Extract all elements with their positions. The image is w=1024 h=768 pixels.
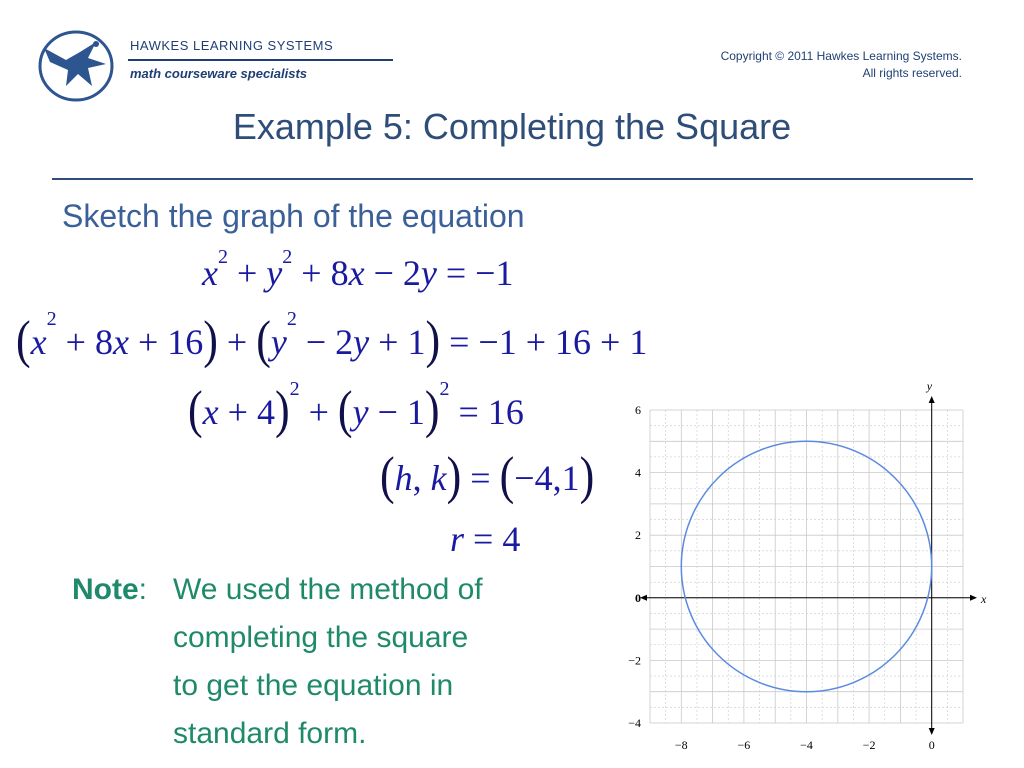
equation-grouped: $(x^2 + 8x + 16) + (y^2 - 2y + 1) = -1 + 16 + 1$: [16, 308, 648, 369]
eq-term: y: [420, 253, 437, 293]
x-axis-arrow-left: [640, 595, 647, 601]
eq-term: x: [348, 253, 365, 293]
note-heading: Note: [72, 573, 139, 606]
eq-term: − 1: [368, 392, 425, 432]
x-tick-label: −2: [862, 738, 876, 752]
eq-term: x: [202, 253, 218, 293]
y-tick-label: 0: [635, 590, 641, 605]
eq-term: +: [299, 392, 338, 432]
note-body: [173, 566, 573, 758]
brand-name: HAWKES LEARNING SYSTEMS: [130, 38, 334, 53]
graph-grid: [650, 410, 963, 723]
eq-term: x: [112, 322, 129, 362]
x-tick-label: 0: [928, 738, 935, 752]
eq-term: h: [394, 458, 413, 498]
x-axis-label: x: [981, 591, 987, 606]
copyright-line-2: All rights reserved.: [862, 66, 962, 80]
graph-axes: [640, 396, 977, 735]
eq-term: = 4: [464, 519, 521, 559]
x-tick-label: −4: [800, 738, 813, 752]
x-tick-label: −6: [737, 738, 751, 752]
equation-standard-form: $(x + 4)^2 + (y - 1)^2 = 16$: [188, 378, 524, 439]
equation-radius: [450, 518, 520, 560]
eq-term: y: [270, 322, 287, 362]
note-line: to get the equation in: [173, 669, 454, 702]
eq-term: + 8: [292, 253, 349, 293]
y-tick-label: −2: [628, 653, 641, 668]
x-tick-label: −8: [674, 738, 688, 752]
note-label: [72, 566, 147, 614]
eq-exponent: 2: [286, 308, 297, 330]
eq-exponent: 2: [289, 378, 300, 400]
brand-tagline: math courseware specialists: [130, 66, 308, 81]
eq-term: =: [461, 458, 500, 498]
x-axis-arrow: [970, 595, 977, 601]
eq-term: ,: [412, 458, 431, 498]
y-axis-arrow: [929, 396, 935, 403]
eq-term: = −1: [436, 253, 514, 293]
equation-center: (h, k) = (−4,1): [380, 446, 595, 505]
eq-term: y: [266, 253, 283, 293]
eq-term: + 4: [218, 392, 275, 432]
title-divider: [52, 178, 973, 180]
eq-exponent: 2: [282, 246, 293, 268]
eq-term: y: [353, 322, 370, 362]
eq-term: +: [217, 322, 257, 362]
eq-term: y: [352, 392, 369, 432]
slide-title: Example 5: Completing the Square: [232, 106, 792, 147]
eq-exponent: 2: [217, 246, 228, 268]
eq-term: x: [30, 322, 47, 362]
eq-term: k: [430, 458, 447, 498]
eq-term: + 1: [369, 322, 426, 362]
eq-term: = 16: [449, 392, 524, 432]
y-tick-label: −4: [628, 716, 641, 730]
eq-term: + 16: [128, 322, 204, 362]
note-line: standard form.: [173, 717, 367, 750]
y-axis-label: y: [926, 379, 933, 393]
eq-term: − 2: [364, 253, 421, 293]
eq-exponent: 2: [46, 308, 57, 330]
note-colon: :: [138, 573, 148, 606]
eq-term: +: [227, 253, 267, 293]
eq-term: x: [202, 392, 219, 432]
eq-exponent: 2: [439, 378, 450, 400]
eq-term: + 8: [56, 322, 113, 362]
y-axis-arrow-bottom: [929, 728, 935, 735]
prompt-text: Sketch the graph of the equation: [62, 198, 525, 234]
eq-term: r: [450, 519, 465, 559]
eq-term: = −1 + 16 + 1: [440, 322, 648, 362]
note-line: We used the method of: [173, 573, 483, 606]
circle-graph: [600, 375, 1000, 765]
y-tick-label: 4: [635, 465, 641, 480]
eq-term: −4,1: [514, 458, 580, 498]
brand-divider: [128, 59, 393, 61]
y-tick-label: 6: [635, 403, 641, 417]
y-tick-label: 2: [635, 528, 641, 543]
copyright-line-1: Copyright © 2011 Hawkes Learning Systems.: [720, 49, 962, 63]
hawkes-eagle-logo: [36, 28, 116, 104]
note-line: completing the square: [173, 621, 469, 654]
copyright-notice: [721, 48, 962, 82]
eq-term: − 2: [296, 322, 354, 362]
equation-original: [202, 246, 514, 294]
